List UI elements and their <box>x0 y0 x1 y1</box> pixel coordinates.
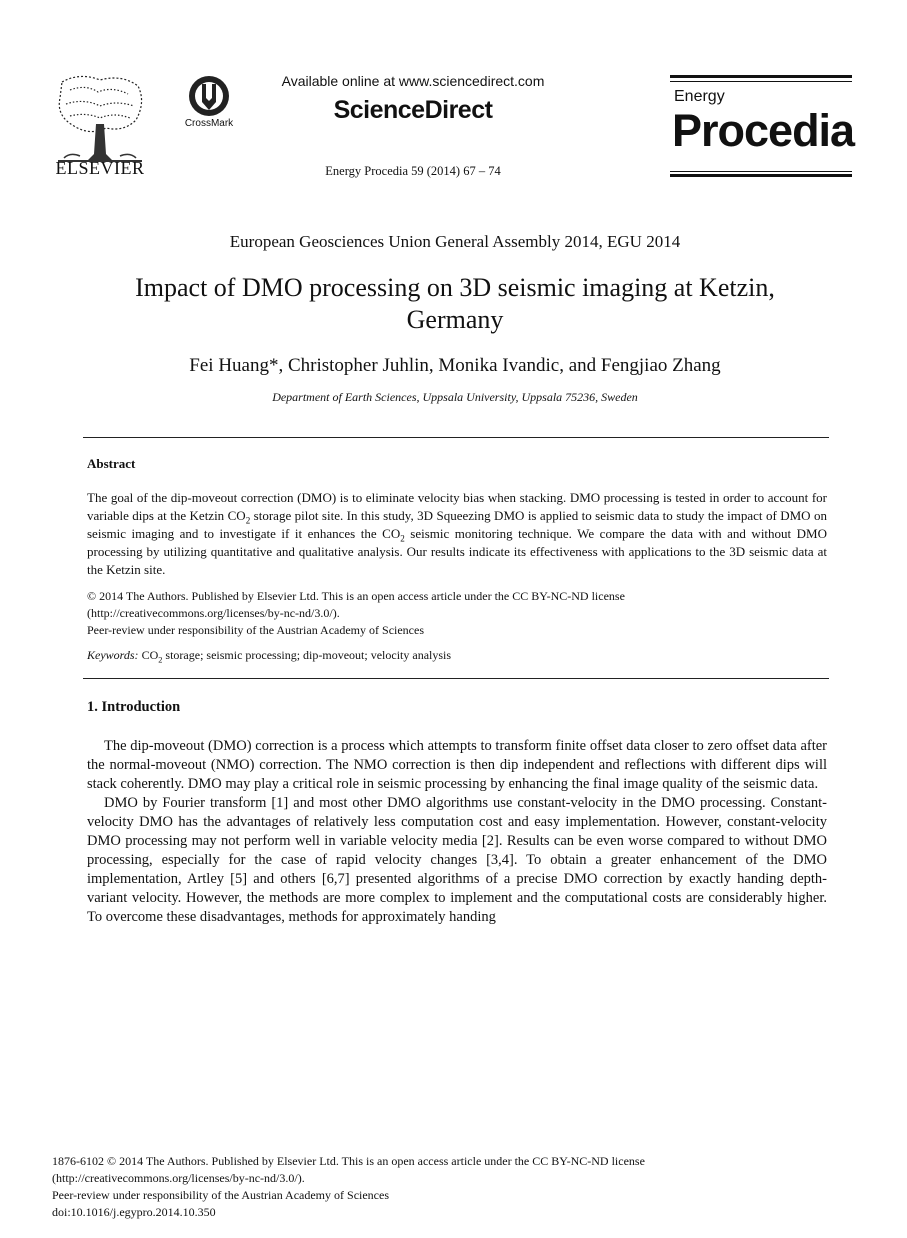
license-link[interactable]: (http://creativecommons.org/licenses/by-nc-nd/3.0/). <box>87 606 340 620</box>
license-text: © 2014 The Authors. Published by Elsevier Ltd. This is an open access article under the CC BY-NC-ND license <box>87 589 625 603</box>
journal-reference: Energy Procedia 59 (2014) 67 – 74 <box>325 164 501 178</box>
footer-license-link[interactable]: (http://creativecommons.org/licenses/by-nc-nd/3.0/). <box>52 1171 305 1185</box>
author-list: Fei Huang*, Christopher Juhlin, Monika Ivandic, and Fengjiao Zhang <box>189 355 721 376</box>
abstract-text: The goal of the dip-moveout correction (DMO) is to eliminate velocity bias when stacking. DMO processing is tested in order to account for variable dips at the Ketzin $CO_2$ storage pilot site. In this study, 3D Squeezing DMO is applied to seismic data to study the impact of DMO on seismic imaging and to investigate if it enhances the $CO_2$ seismic monitoring technique. We compare the data with and without DMO processing by utilizing quantitative and qualitative analysis. Our results indicate its effectiveness with applications to the 3D seismic data at the Ketzin site. <box>87 490 828 577</box>
abstract-heading: Abstract <box>87 456 136 471</box>
paper-title: Impact of DMO processing on 3D seismic imaging at Ketzin, Germany <box>135 273 775 334</box>
elsevier-wordmark: ELSEVIER <box>55 158 145 178</box>
intro-paragraph-2: DMO by Fourier transform [1] and most other DMO algorithms use constant-velocity in the DMO processing. Constant-velocity DMO has the advantages of relatively less computation cost and easy implementation. However, constant-velocity DMO processing may not perform well in variable velocity media [2]. Results can be even worse compared to without DMO processing, especially for the case of rapid velocity changes [3,4]. To obtain a greater enhancement of the DMO implementation, Artley [5] and others [6,7] presented algorithms of a precise DMO correction by exactly handing depth-variant velocity. However, the methods are more complex to implement and the computational costs are considerably higher. To overcome these disadvantages, methods for approximately handing <box>87 795 827 925</box>
page-footer <box>52 1153 812 1221</box>
energy-procedia-logo <box>670 75 855 177</box>
divider-bottom <box>83 678 829 679</box>
elsevier-logo <box>50 72 150 180</box>
sciencedirect-wordmark: ScienceDirect <box>333 96 493 124</box>
crossmark-badge[interactable] <box>180 74 238 134</box>
introduction-heading: 1. Introduction <box>87 699 181 715</box>
procedia-rule-bottom <box>670 174 852 177</box>
keywords-label: Keywords: <box>87 648 139 662</box>
peer-review-text: Peer-review under responsibility of the Austrian Academy of Sciences <box>87 623 424 637</box>
intro-paragraph-1: The dip-moveout (DMO) correction is a process which attempts to transform finite offset data closer to zero offset data after the normal-moveout (NMO) correction. The NMO correction is then dip independent and reflections with different dips will stack coherently. DMO may play a critical role in seismic processing by enhancing the final image quality of the seismic data. <box>87 738 827 792</box>
divider-top <box>83 437 829 438</box>
footer-doi[interactable]: doi:10.1016/j.egypro.2014.10.350 <box>52 1205 216 1219</box>
energy-word: Energy <box>674 88 725 105</box>
author-affiliation: Department of Earth Sciences, Uppsala University, Uppsala 75236, Sweden <box>272 390 638 404</box>
crossmark-icon <box>180 74 238 120</box>
crossmark-label: CrossMark <box>184 118 234 129</box>
procedia-rule-top <box>670 75 852 78</box>
introduction-body <box>87 737 827 927</box>
procedia-word: Procedia <box>672 105 855 156</box>
procedia-rule-top-thin <box>670 81 852 82</box>
keywords: Keywords: $CO_2$ storage; seismic processing; dip-moveout; velocity analysis <box>87 648 452 665</box>
conference-name: European Geosciences Union General Assembly 2014, EGU 2014 <box>229 232 681 251</box>
available-online-text: Available online at www.sciencedirect.com <box>281 73 545 89</box>
license-block <box>87 588 827 639</box>
procedia-rule-bottom-thin <box>670 171 852 172</box>
footer-license: 1876-6102 © 2014 The Authors. Published by Elsevier Ltd. This is an open access article under the CC BY-NC-ND license <box>52 1154 645 1168</box>
footer-peer-review: Peer-review under responsibility of the Austrian Academy of Sciences <box>52 1188 389 1202</box>
